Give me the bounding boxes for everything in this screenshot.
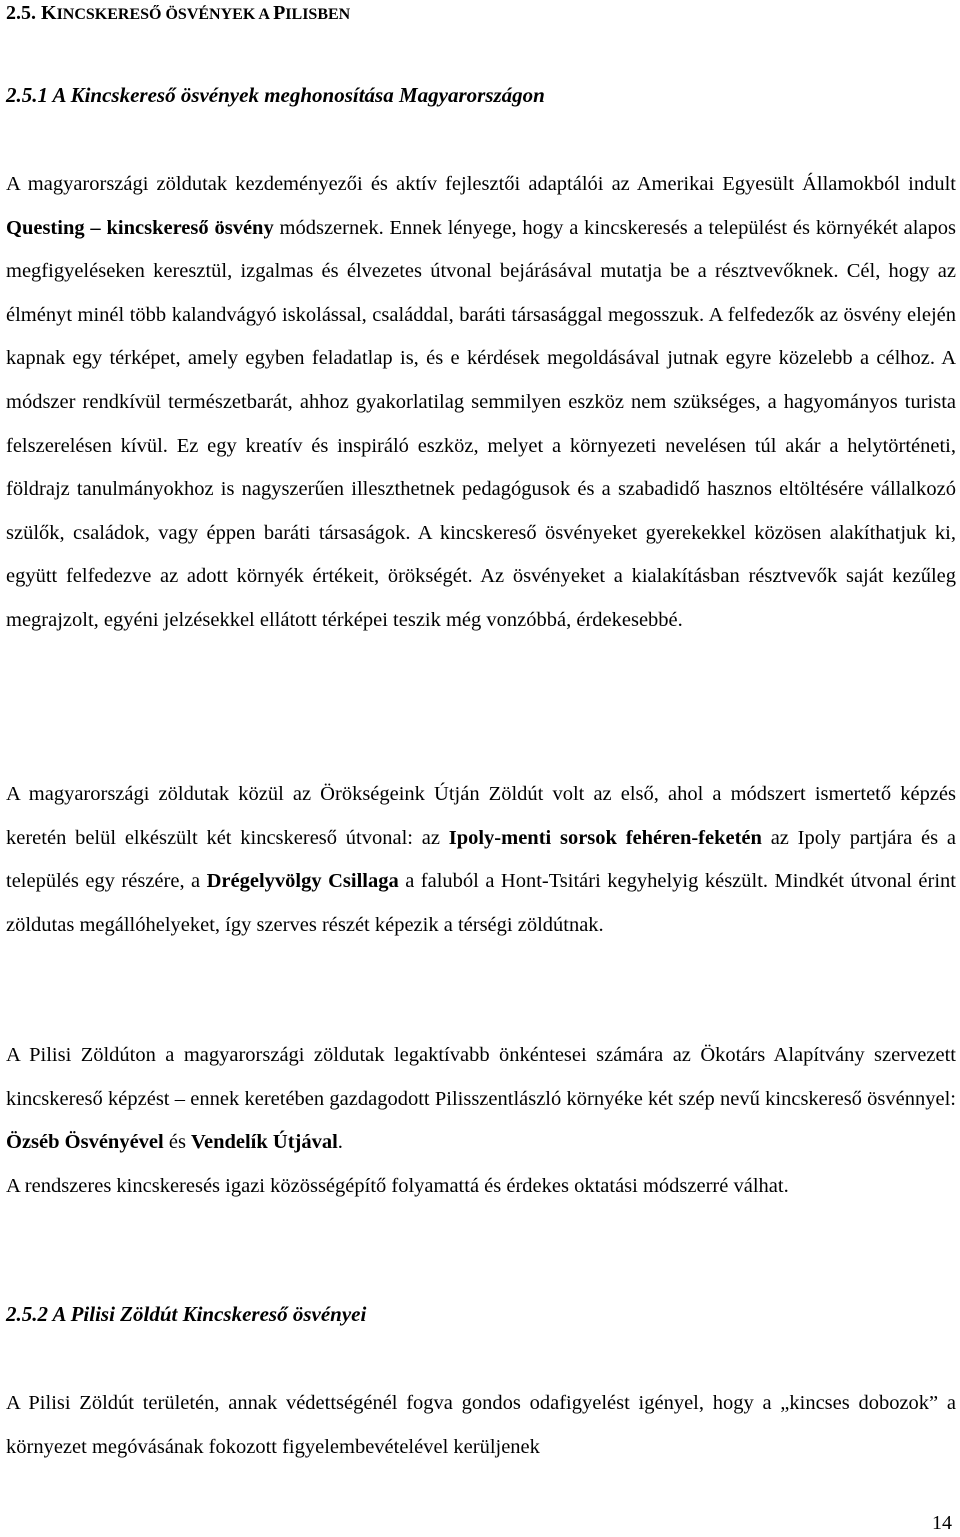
section-number: 2.5.: [6, 2, 36, 24]
section-title-part: K: [41, 2, 57, 24]
paragraph-community: [6, 1165, 956, 1209]
text-run: A magyarországi zöldutak közül az Örökségeink Útján Zöldút volt az első, ahol a módszert ismertető képzés keretén belül elkészült két kincskereső útvonal: az: [6, 783, 956, 849]
paragraph-pilis-training: [6, 1034, 956, 1165]
text-run: az Ipoly partjára és a település egy részére, a: [6, 826, 956, 893]
section-title-part: P: [273, 2, 286, 24]
text-run: módszernek. Ennek lényege, hogy a kincskeresés a települést és környékét alapos megfigyeléseken keresztül, izgalmas és élvezetes útvonal bejárásával mutatja be a résztvevőknek. Cél, hogy az élményt minél több kalandvágyó iskolással, családdal, baráti társasággal megosszuk. A felfedezők az ösvény elején kapnak egy térképet, amely egyben feladatlap is, és e kérdések megoldásával jutnak egyre közelebb a célhoz. A módszer rendkívül természetbarát, ahhoz gyakorlatilag semmilyen eszköz nem szükséges, a hagyományos turista felszerelésen kívül. Ez egy kreatív és inspiráló eszköz, melyet a környezeti nevelésen túl akár a helytörténeti, földrajz tanulmányokhoz is nagyszerűen illeszthetnek pedagógusok és a szabadidő hasznos eltöltésére vállalkozó szülők, családok, vagy éppen baráti társaságok. A kincskereső ösvényeket gyerekekkel közösen alakíthatjuk ki, együtt felfedezve az adott környék értékeit, örökségét. Az ösvényeket a kialakításban résztvevők saját kezűleg megrajzolt, egyéni jelzésekkel ellátott térképei teszik még vonzóbbá, érdekesebbé.: [6, 216, 956, 631]
paragraph-first-greenway: [6, 773, 956, 947]
bold-text-run: Özséb Ösvényével: [6, 1131, 164, 1154]
bold-text-run: Ipoly-menti sorsok fehéren-feketén: [448, 826, 762, 849]
subsection-heading-1: 2.5.1 A Kincskereső ösvények meghonosítása Magyarországon: [6, 83, 545, 107]
text-run: A Pilisi Zöldúton a magyarországi zöldutak legaktívabb önkéntesei számára az Ökotárs Alapítvány szervezett kincskereső képzést – ennek keretében gazdagodott Pilisszentlászló környéke két szép nevű kincskereső ösvénnyel:: [6, 1044, 956, 1110]
bold-text-run: Vendelík Útjával: [191, 1131, 338, 1154]
section-title-text: [41, 2, 350, 24]
paragraph-questing-intro: [6, 163, 956, 643]
text-run: .: [337, 1131, 343, 1154]
text-run: és: [163, 1131, 192, 1154]
text-run: A magyarországi zöldutak kezdeményezői és aktív fejlesztői adaptálói az Amerikai Egyesült Államokból indult: [6, 173, 956, 195]
text-run: A Pilisi Zöldút területén, annak védettségénél fogva gondos odafigyelést igényel, hogy a „kincses dobozok” a környezet megóvásának fokozott figyelembevételével kerüljenek: [6, 1392, 956, 1458]
subsection-heading-2: 2.5.2 A Pilisi Zöldút Kincskereső ösvényei: [6, 1302, 367, 1326]
paragraph-pilis-area: [6, 1382, 956, 1469]
text-run: A rendszeres kincskeresés igazi közösségépítő folyamattá és érdekes oktatási módszerré válhat.: [6, 1175, 789, 1197]
bold-text-run: Questing – kincskereső ösvény: [6, 216, 274, 239]
bold-text-run: Drégelyvölgy Csillaga: [206, 870, 399, 893]
section-title-part: INCSKERESŐ ÖSVÉNYEK A: [56, 6, 274, 23]
section-title-part: ILISBEN: [285, 6, 351, 23]
section-heading: [6, 2, 350, 25]
page-number: 14: [932, 1512, 952, 1534]
text-run: a faluból a Hont-Tsitári kegyhelyig készült. Mindkét útvonal érint zöldutas megállóhelyeket, így szerves részét képezik a térségi zöldútnak.: [6, 870, 956, 936]
